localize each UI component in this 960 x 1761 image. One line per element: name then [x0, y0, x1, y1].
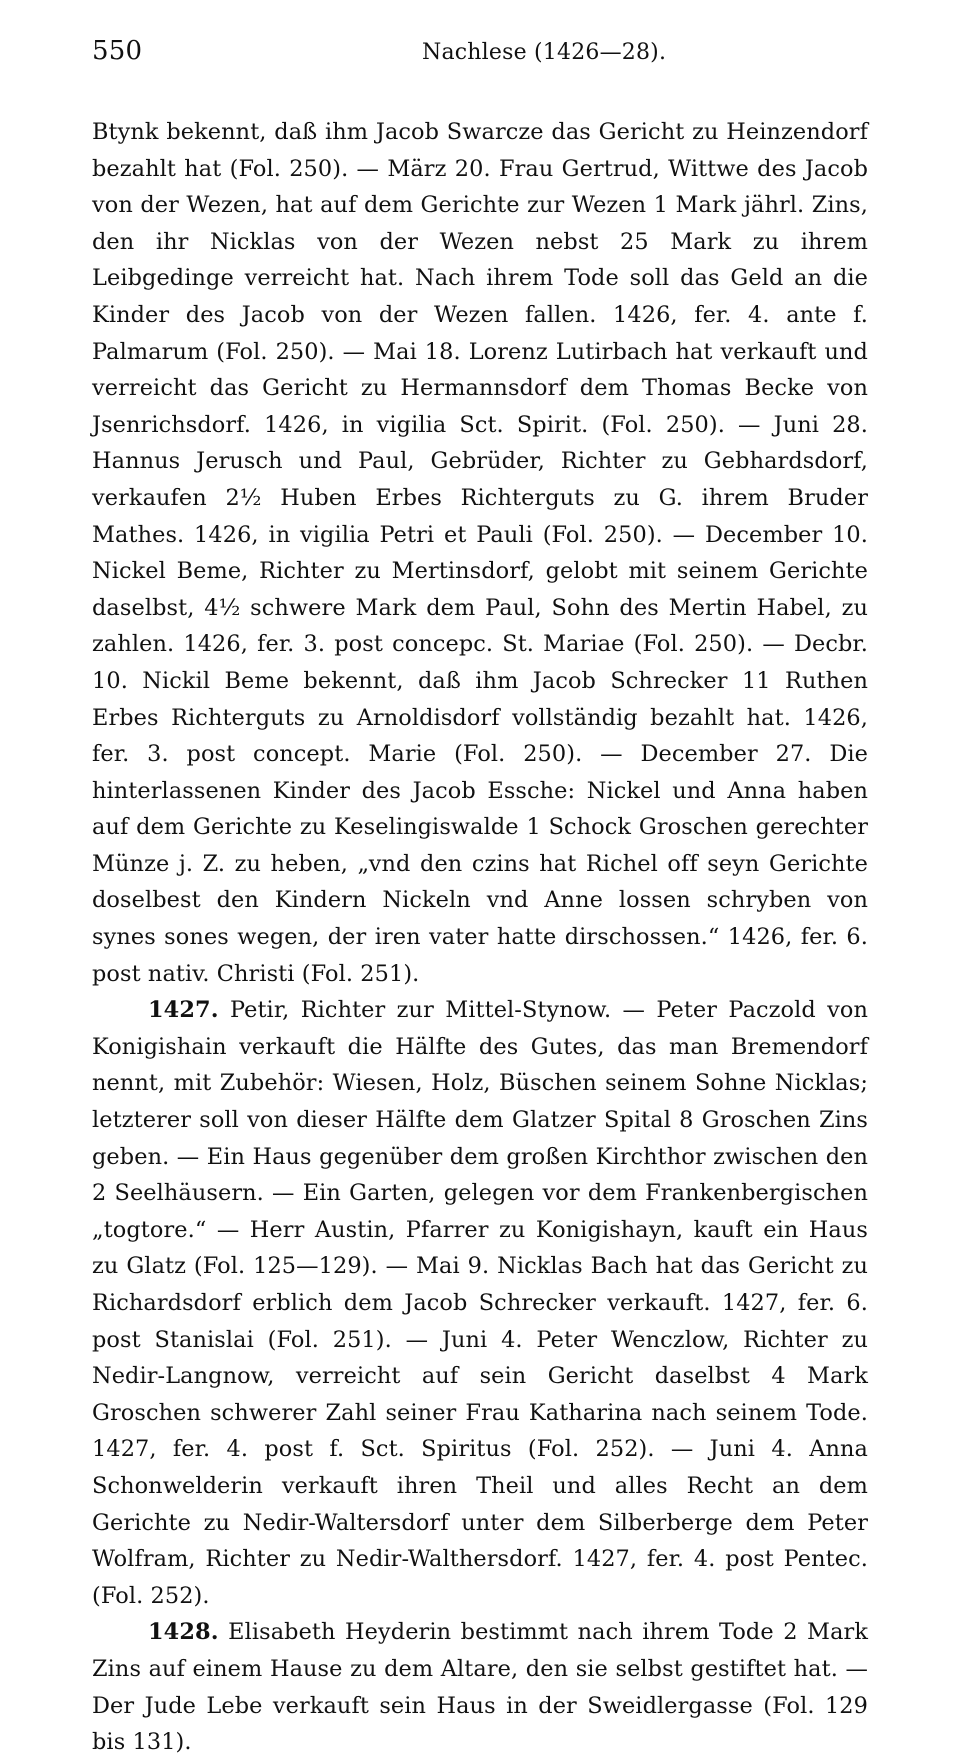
running-title: Nachlese (1426—28).: [422, 40, 667, 65]
paragraph-1426-continued: [92, 114, 868, 992]
year-heading-1428: 1428.: [148, 1619, 219, 1646]
page-number: 550: [92, 36, 143, 66]
paragraph-text: Elisabeth Heyderin bestimmt nach ihrem Tode 2 Mark Zins auf einem Hause zu dem Altare, den sie selbst gestiftet hat. — Der Jude Lebe verkauft sein Haus in der Sweidlergasse (Fol. 129 bis 131).: [92, 1619, 869, 1756]
paragraph-text: Petir, Richter zur Mittel-Stynow. — Peter Paczold von Konigishain verkauft die Hälfte des Gutes, das man Bremendorf nennt, mit Zubehör: Wiesen, Holz, Büschen seinem Sohne Nicklas; letzterer soll von dieser Hälfte dem Glatzer Spital 8 Groschen Zins geben. — Ein Haus gegenüber dem großen Kirchthor zwischen den 2 Seelhäusern. — Ein Garten, gelegen vor dem Frankenbergischen „togtore.“ — Herr Austin, Pfarrer zu Konigishayn, kauft ein Haus zu Glatz (Fol. 125—129). — Mai 9. Nicklas Bach hat das Gericht zu Richardsdorf erblich dem Jacob Schrecker verkauft. 1427, fer. 6. post Stanislai (Fol. 251). — Juni 4. Peter Wenczlow, Richter zu Nedir-Langnow, verreicht auf sein Gericht daselbst 4 Mark Groschen schwerer Zahl seiner Frau Katharina nach seinem Tode. 1427, fer. 4. post f. Sct. Spiritus (Fol. 252). — Juni 4. Anna Schonwelderin verkauft ihren Theil und alles Recht an dem Gerichte zu Nedir-Waltersdorf unter dem Silberberge dem Peter Wolfram, Richter zu Nedir-Walthersdorf. 1427, fer. 4. post Pentec. (Fol. 252).: [92, 997, 869, 1609]
body-text: [92, 114, 868, 1761]
paragraph-1428: [92, 1614, 868, 1760]
paragraph-text: Btynk bekennt, daß ihm Jacob Swarcze das Gericht zu Heinzendorf bezahlt hat (Fol. 250). — März 20. Frau Gertrud, Wittwe des Jacob von der Wezen, hat auf dem Gerichte zur Wezen 1 Mark jährl. Zins, den ihr Nicklas von der Wezen nebst 25 Mark zu ihrem Leibgedinge verreicht hat. Nach ihrem Tode soll das Geld an die Kinder des Jacob von der Wezen fallen. 1426, fer. 4. ante f. Palmarum (Fol. 250). — Mai 18. Lorenz Lutirbach hat verkauft und verreicht das Gericht zu Hermannsdorf dem Thomas Becke von Jsenrichsdorf. 1426, in vigilia Sct. Spirit. (Fol. 250). — Juni 28. Hannus Jerusch und Paul, Gebrüder, Richter zu Gebhardsdorf, verkaufen 2½ Huben Erbes Richterguts zu G. ihrem Bruder Mathes. 1426, in vigilia Petri et Pauli (Fol. 250). — December 10. Nickel Beme, Richter zu Mertinsdorf, gelobt mit seinem Gerichte daselbst, 4½ schwere Mark dem Paul, Sohn des Mertin Habel, zu zahlen. 1426, fer. 3. post concepc. St. Mariae (Fol. 250). — Decbr. 10. Nickil Beme bekennt, daß ihm Jacob Schrecker 11 Ruthen Erbes Richterguts zu Arnoldisdorf vollständig bezahlt hat. 1426, fer. 3. post concept. Marie (Fol. 250). — December 27. Die hinterlassenen Kinder des Jacob Essche: Nickel und Anna haben auf dem Gerichte zu Keselingiswalde 1 Schock Groschen gerechter Münze j. Z. zu heben, „vnd den czins hat Richel off seyn Gerichte doselbest den Kindern Nickeln vnd Anne lossen schryben von synes sones wegen, der iren vater hatte dirschossen.“ 1426, fer. 6. post nativ. Christi (Fol. 251).: [92, 119, 868, 987]
year-heading-1427: 1427.: [148, 997, 219, 1024]
paragraph-1427: [92, 992, 868, 1614]
running-head: [92, 36, 868, 88]
